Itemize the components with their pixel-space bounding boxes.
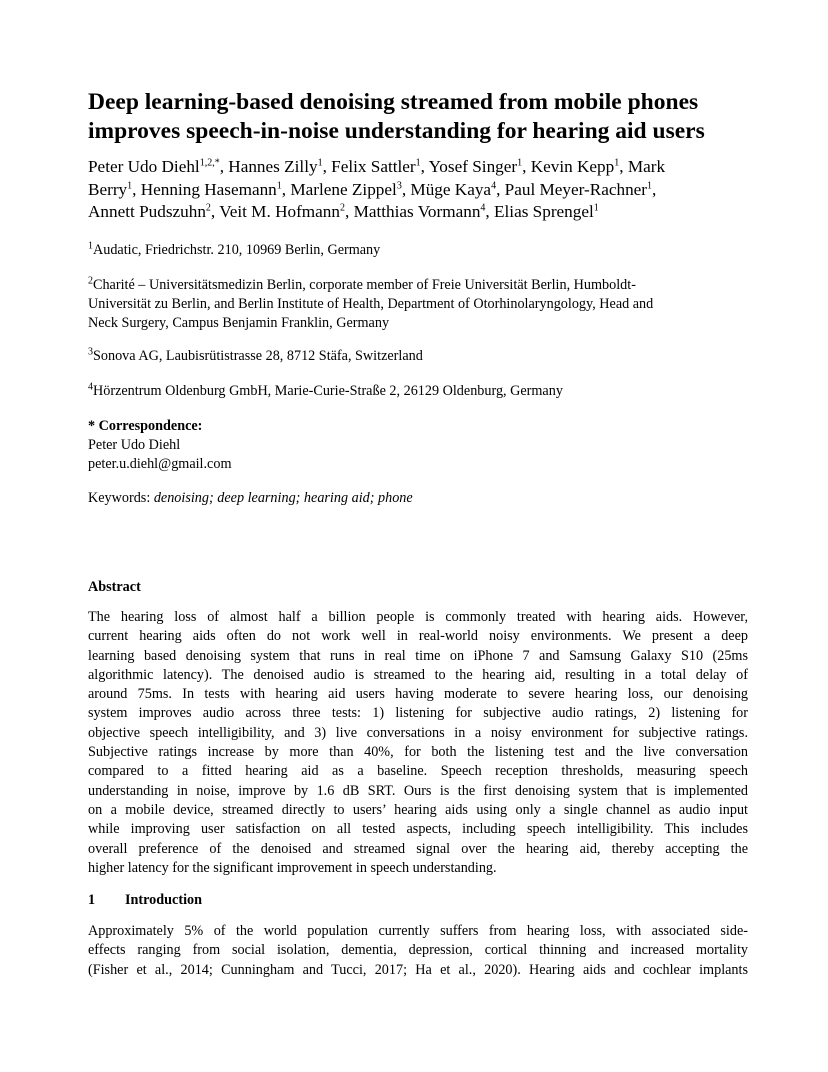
affiliation-1 (88, 241, 748, 260)
abstract-line: Subjective ratings increase by more than 40%, for both the listening test and the live conversation (88, 744, 748, 761)
author-affil-sup: 4 (480, 202, 486, 214)
paper-title (88, 88, 748, 146)
keywords-label: Keywords: (88, 490, 154, 506)
author-name: , Mark (619, 157, 666, 176)
author-name: , Müge Kaya (401, 179, 492, 199)
author-name: , Hannes Zilly (219, 157, 318, 176)
author-affil-sup: 2 (205, 202, 211, 214)
affil-text: Universität zu Berlin, and Berlin Institute of Health, Department of Otorhinolaryngology, Head and (88, 296, 654, 312)
abstract-line: understanding in noise, improve by 1.6 dB SRT. Ours is the first denoising system that is implemented (88, 782, 748, 799)
author-name: Annett Pudszuhn (88, 202, 206, 221)
abstract-line: learning based denoising system that runs in real time on iPhone 7 and Samsung Galaxy S10 (25ms (88, 647, 748, 664)
author-name: , (652, 179, 657, 199)
author-affil-sup: 1 (517, 157, 523, 169)
section-title: Introduction (125, 892, 202, 908)
abstract-line: higher latency for the significant improvement in speech understanding. (88, 859, 497, 876)
author-list (88, 156, 752, 224)
author-line (88, 179, 752, 202)
author-affil-sup: 1 (593, 202, 599, 214)
author-affil-sup: 1,2,* (199, 157, 220, 169)
author-affil-sup: 1 (127, 179, 133, 191)
abstract-heading: Abstract (88, 579, 141, 595)
intro-line: (Fisher et al., 2014; Cunningham and Tucci, 2017; Ha et al., 2020). Hearing aids and cochlear implants (88, 961, 748, 978)
abstract-line: The hearing loss of almost half a billion people is commonly treated with hearing aids. However, (88, 609, 748, 625)
affil-text: Neck Surgery, Campus Benjamin Franklin, Germany (88, 315, 390, 331)
author-affil-sup: 4 (491, 179, 497, 191)
abstract-line: current hearing aids often do not work well in real-world noisy environments. We present a deep (88, 628, 748, 645)
correspondence-email[interactable]: peter.u.diehl@gmail.com (88, 456, 232, 472)
author-affil-sup: 1 (317, 157, 323, 169)
author-name: , Paul Meyer-Rachner (496, 179, 648, 199)
author-name: , Yosef Singer (420, 157, 518, 176)
abstract-line: objective speech intelligibility, and 3) live conversations in a noisy environment for subjective ratings. (88, 724, 748, 741)
affiliation-3 (88, 347, 748, 366)
correspondence-block (88, 417, 231, 474)
intro-line: effects ranging from social isolation, dementia, depression, cortical thinning and increased mortality (88, 942, 748, 959)
correspondence-name: Peter Udo Diehl (88, 437, 181, 453)
affil-text: Hörzentrum Oldenburg GmbH, Marie-Curie-Straße 2, 26129 Oldenburg, Germany (93, 383, 563, 399)
author-name: Berry (88, 179, 128, 199)
affil-text: Charité – Universitätsmedizin Berlin, corporate member of Freie Universität Berlin, Humboldt- (93, 277, 636, 293)
abstract-line: overall preference of the denoised and streamed signal over the hearing aid, thereby accepting the (88, 840, 748, 857)
author-affil-sup: 2 (339, 202, 345, 214)
affil-text: Sonova AG, Laubisrütistrasse 28, 8712 Stäfa, Switzerland (93, 348, 423, 364)
author-affil-sup: 1 (415, 157, 421, 169)
affil-sup: 1 (88, 240, 93, 252)
affil-sup: 4 (88, 381, 93, 393)
author-affil-sup: 1 (276, 179, 282, 191)
section-number: 1 (88, 892, 96, 908)
introduction-body (88, 922, 748, 980)
author-name: Peter Udo Diehl (88, 157, 200, 176)
author-line (88, 201, 752, 224)
author-name: , Matthias Vormann (344, 202, 481, 221)
title-line: improves speech-in-noise understanding for hearing aid users (88, 118, 705, 144)
affiliation-4 (88, 382, 748, 401)
abstract-line: compared to a fitted hearing aid as a baseline. Speech reception thresholds, measuring speech (88, 763, 748, 780)
abstract-line: algorithmic latency). The denoised audio is streamed to the hearing aid, resulting in a total delay of (88, 666, 748, 683)
keywords-line (88, 489, 413, 508)
author-name: , Henning Hasemann (132, 179, 277, 199)
affil-sup: 2 (88, 275, 93, 287)
author-name: , Veit M. Hofmann (210, 202, 340, 221)
keywords-value: denoising; deep learning; hearing aid; phone (153, 490, 413, 506)
author-name: , Marlene Zippel (281, 179, 397, 199)
author-name: , Felix Sattler (322, 157, 416, 176)
abstract-line: on a mobile device, streamed directly to users’ hearing aids using only a single channel as audio input (88, 801, 748, 818)
affiliation-2 (88, 276, 748, 333)
author-name: , Kevin Kepp (522, 157, 615, 176)
affil-text: Audatic, Friedrichstr. 210, 10969 Berlin, Germany (93, 242, 381, 258)
author-line (88, 156, 752, 179)
intro-line: Approximately 5% of the world population currently suffers from hearing loss, with associated side- (88, 923, 748, 939)
abstract-line: while improving user satisfaction on all tested aspects, including speech intelligibility. This includes (88, 821, 748, 838)
author-affil-sup: 1 (614, 157, 620, 169)
author-name: , Elias Sprengel (485, 202, 594, 221)
author-affil-sup: 1 (647, 179, 653, 191)
affil-sup: 3 (88, 346, 93, 358)
correspondence-heading: * Correspondence: (88, 418, 203, 434)
abstract-line: around 75ms. In tests with hearing aid users having moderate to severe hearing loss, our denoising (88, 686, 748, 703)
author-affil-sup: 3 (396, 179, 402, 191)
abstract-line: system improves audio across three tests: 1) listening for subjective audio ratings, 2) listening for (88, 705, 748, 722)
abstract-body (88, 608, 748, 878)
title-line: Deep learning-based denoising streamed from mobile phones (88, 89, 699, 115)
section-heading (88, 891, 202, 910)
